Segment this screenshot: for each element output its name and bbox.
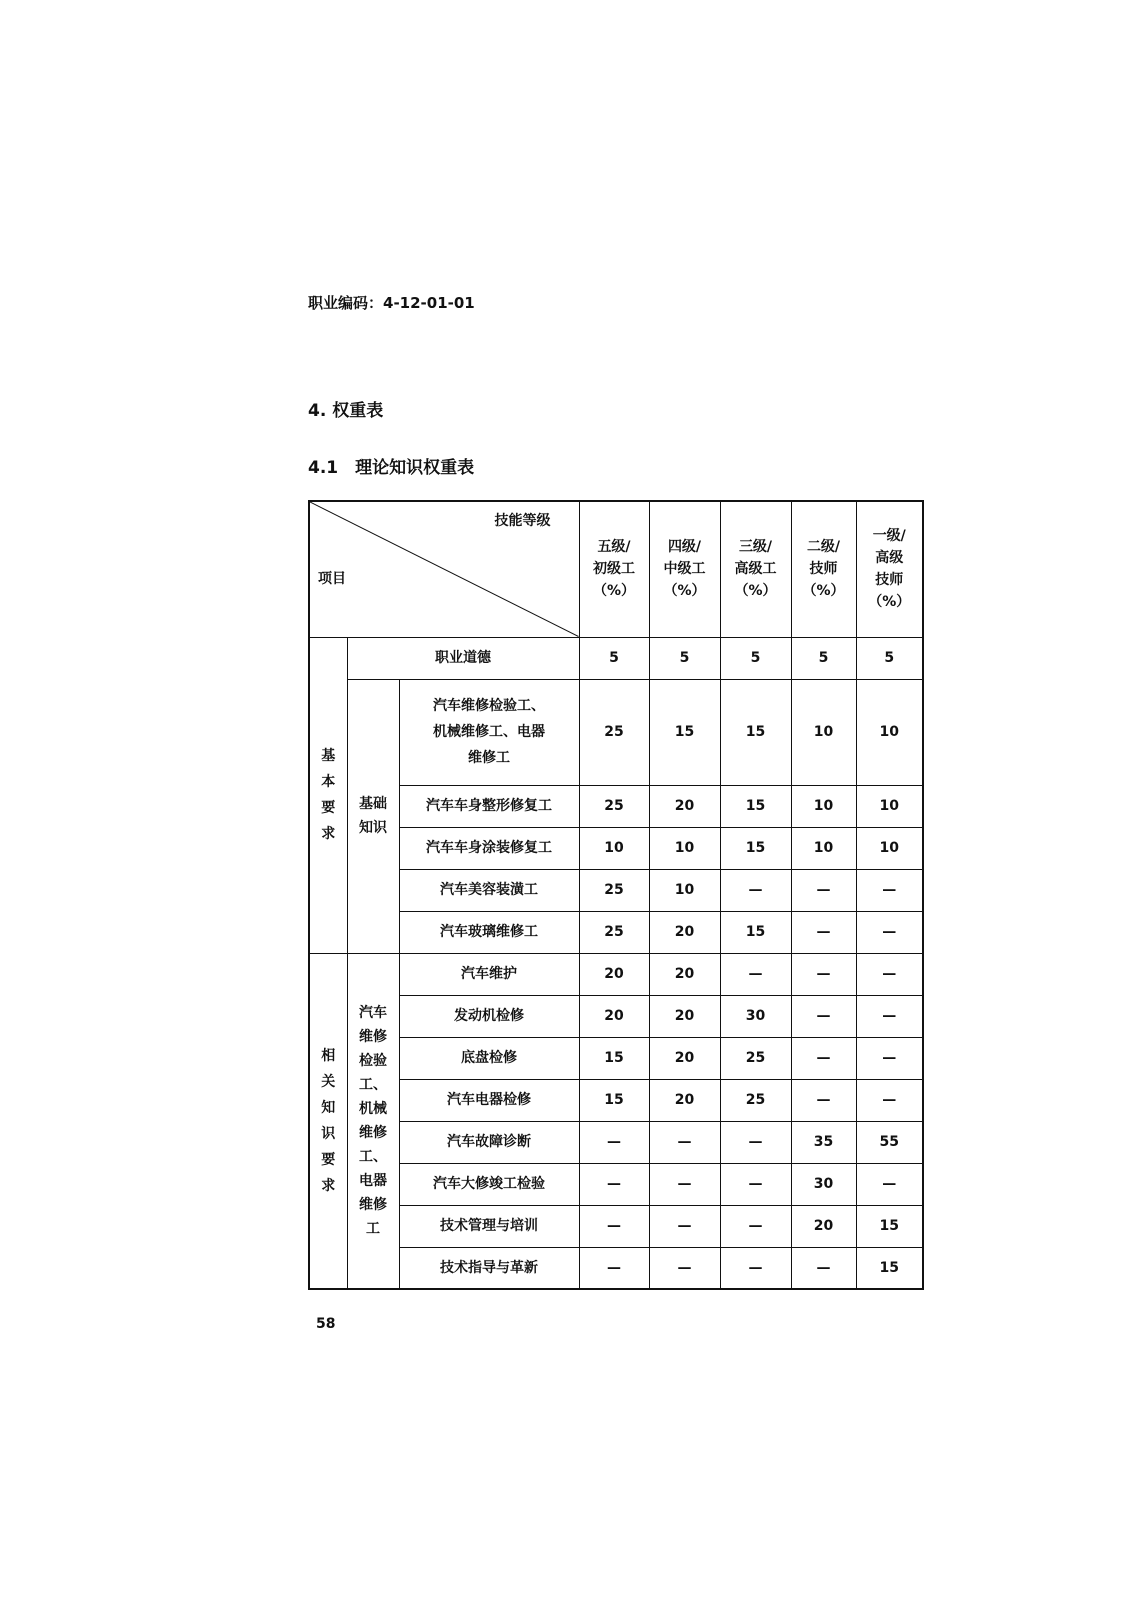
item-cell: 汽车电器检修 (399, 1079, 579, 1121)
item-header-label: 项目 (318, 571, 346, 587)
table-row (309, 953, 923, 995)
item-cell: 职业道德 (347, 637, 579, 679)
weight-value-cell: 5 (856, 637, 923, 679)
level-header-5: 五级/ 初级工 （%） (579, 501, 649, 637)
category-cell (309, 953, 347, 1289)
weight-value-cell: 20 (649, 953, 720, 995)
subsection-title: 4.1 理论知识权重表 (308, 458, 475, 478)
occupation-code: 职业编码：4-12-01-01 (308, 294, 475, 312)
weight-value-cell: 20 (649, 1037, 720, 1079)
subcategory-cell (347, 953, 399, 1289)
weight-value-cell: 25 (720, 1079, 791, 1121)
weight-value-cell: — (791, 953, 856, 995)
item-cell: 汽车车身涂装修复工 (399, 827, 579, 869)
weight-value-cell: 5 (791, 637, 856, 679)
weight-value-cell: 20 (579, 953, 649, 995)
weight-value-cell: 15 (720, 785, 791, 827)
skill-level-header-label: 技能等级 (494, 513, 551, 529)
diagonal-header-cell (309, 501, 579, 637)
weight-value-cell: — (856, 1163, 923, 1205)
weight-value-cell: 10 (579, 827, 649, 869)
weight-value-cell: — (720, 1247, 791, 1289)
weight-value-cell: — (791, 1079, 856, 1121)
subcategory-cell (347, 679, 399, 953)
weight-value-cell: — (720, 1121, 791, 1163)
subcategory-label: 汽车维修检验工、机械维修工、电器维修工 (359, 1004, 387, 1237)
table-row (309, 637, 923, 679)
weight-value-cell: — (791, 911, 856, 953)
weight-value-cell: 20 (791, 1205, 856, 1247)
weight-value-cell: — (579, 1247, 649, 1289)
weight-value-cell: 15 (720, 827, 791, 869)
table-row (309, 679, 923, 785)
item-cell: 汽车维护 (399, 953, 579, 995)
weight-value-cell: — (791, 995, 856, 1037)
weight-value-cell: — (649, 1163, 720, 1205)
table-row (309, 1163, 923, 1205)
weight-value-cell: — (649, 1205, 720, 1247)
weight-value-cell: — (579, 1163, 649, 1205)
weight-value-cell: 10 (856, 785, 923, 827)
weight-value-cell: — (649, 1247, 720, 1289)
weight-value-cell: 30 (720, 995, 791, 1037)
weight-value-cell: 15 (579, 1079, 649, 1121)
weight-value-cell: — (720, 869, 791, 911)
weight-value-cell: 20 (579, 995, 649, 1037)
weight-value-cell: — (720, 1205, 791, 1247)
weight-value-cell: — (791, 1037, 856, 1079)
weight-value-cell: — (856, 1037, 923, 1079)
weight-value-cell: — (856, 869, 923, 911)
table-header-row (309, 501, 923, 637)
table-row (309, 1205, 923, 1247)
item-cell: 汽车故障诊断 (399, 1121, 579, 1163)
item-cell: 发动机检修 (399, 995, 579, 1037)
weight-value-cell: 30 (791, 1163, 856, 1205)
item-cell: 技术管理与培训 (399, 1205, 579, 1247)
weight-value-cell: 10 (791, 679, 856, 785)
item-cell: 汽车维修检验工、 机械维修工、电器 维修工 (399, 679, 579, 785)
weight-value-cell: 20 (649, 1079, 720, 1121)
item-cell: 汽车大修竣工检验 (399, 1163, 579, 1205)
weight-value-cell: 15 (720, 679, 791, 785)
weight-value-cell: 25 (579, 785, 649, 827)
weight-value-cell: 20 (649, 995, 720, 1037)
table-row (309, 1079, 923, 1121)
section-title: 4. 权重表 (308, 401, 384, 421)
category-cell (309, 637, 347, 953)
weight-value-cell: — (579, 1121, 649, 1163)
weight-value-cell: 5 (649, 637, 720, 679)
table-row (309, 1121, 923, 1163)
category-label: 相关知识要求 (321, 1047, 336, 1194)
table-row (309, 1247, 923, 1289)
table-row (309, 911, 923, 953)
category-label: 基本要求 (321, 748, 336, 842)
table-row (309, 995, 923, 1037)
table-row (309, 785, 923, 827)
weight-value-cell: — (720, 1163, 791, 1205)
weight-value-cell: — (856, 911, 923, 953)
level-header-3: 三级/ 高级工 （%） (720, 501, 791, 637)
item-cell: 汽车玻璃维修工 (399, 911, 579, 953)
weight-value-cell: 15 (649, 679, 720, 785)
weight-value-cell: — (856, 953, 923, 995)
weight-value-cell: — (856, 995, 923, 1037)
weight-value-cell: 25 (579, 911, 649, 953)
weight-value-cell: 20 (649, 785, 720, 827)
weight-value-cell: 10 (649, 827, 720, 869)
weight-value-cell: — (649, 1121, 720, 1163)
weight-value-cell: 55 (856, 1121, 923, 1163)
weight-value-cell: 20 (649, 911, 720, 953)
item-cell: 汽车车身整形修复工 (399, 785, 579, 827)
weight-value-cell: — (791, 869, 856, 911)
subcategory-label: 基础知识 (359, 796, 387, 836)
weight-value-cell: 5 (720, 637, 791, 679)
level-header-4: 四级/ 中级工 （%） (649, 501, 720, 637)
weight-value-cell: 15 (579, 1037, 649, 1079)
weight-value-cell: 25 (579, 679, 649, 785)
item-cell: 汽车美容装潢工 (399, 869, 579, 911)
weight-value-cell: 10 (856, 827, 923, 869)
weight-value-cell: 10 (791, 785, 856, 827)
weight-value-cell: 10 (791, 827, 856, 869)
table-body (309, 637, 923, 1289)
theory-knowledge-weight-table (308, 500, 924, 1290)
weight-value-cell: — (579, 1205, 649, 1247)
weight-value-cell: 10 (856, 679, 923, 785)
weight-value-cell: 10 (649, 869, 720, 911)
level-header-2: 二级/ 技师 （%） (791, 501, 856, 637)
table-row (309, 869, 923, 911)
level-header-1: 一级/ 高级 技师 （%） (856, 501, 923, 637)
weight-value-cell: 15 (856, 1205, 923, 1247)
table-row (309, 1037, 923, 1079)
weight-value-cell: 35 (791, 1121, 856, 1163)
weight-value-cell: 25 (579, 869, 649, 911)
weight-value-cell: — (791, 1247, 856, 1289)
weight-value-cell: 25 (720, 1037, 791, 1079)
weight-value-cell: — (856, 1079, 923, 1121)
item-cell: 技术指导与革新 (399, 1247, 579, 1289)
weight-value-cell: 15 (856, 1247, 923, 1289)
weight-value-cell: — (720, 953, 791, 995)
page-number: 58 (316, 1316, 336, 1332)
weight-value-cell: 15 (720, 911, 791, 953)
item-cell: 底盘检修 (399, 1037, 579, 1079)
table-row (309, 827, 923, 869)
weight-value-cell: 5 (579, 637, 649, 679)
